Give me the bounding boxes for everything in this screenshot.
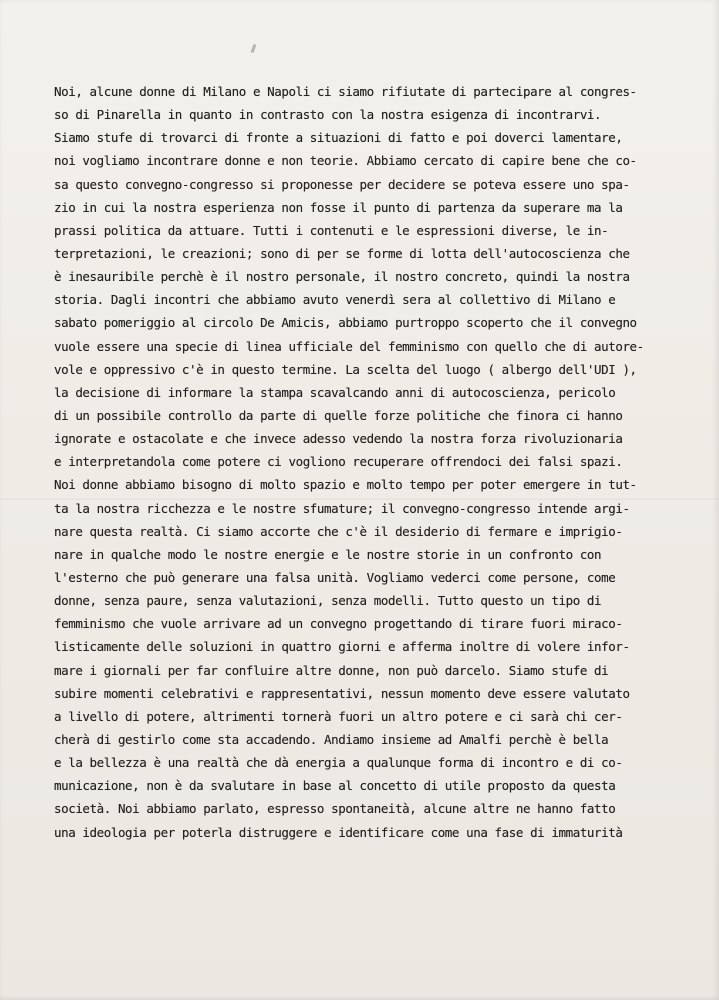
text-line: società. Noi abbiamo parlato, espresso spontaneità, alcune altre ne hanno fatto (54, 801, 616, 817)
text-line: vole e oppressivo c'è in questo termine. La scelta del luogo ( albergo dell'UDI ), (54, 361, 637, 377)
text-line: mare i giornali per far confluire altre donne, non può darcelo. Siamo stufe di (54, 662, 609, 678)
text-line: femminismo che vuole arrivare ad un convegno progettando di tirare fuori miraco- (54, 616, 623, 632)
text-line: listicamente delle soluzioni in quattro giorni e afferma inoltre di volere infor- (54, 639, 630, 655)
text-line: ignorate e ostacolate e che invece adesso vedendo la nostra forza rivoluzionaria (54, 431, 623, 447)
text-line: nare in qualche modo le nostre energie e le nostre storie in un confronto con (54, 546, 602, 562)
text-line: sa questo convegno-congresso si proponesse per decidere se poteva essere uno spa- (54, 176, 630, 192)
text-line: la decisione di informare la stampa scavalcando anni di autocoscienza, pericolo (54, 384, 616, 400)
paper-speck (251, 44, 257, 53)
text-line: Siamo stufe di trovarci di fronte a situazioni di fatto e poi doverci lamentare, (54, 130, 623, 146)
text-line: so di Pinarella in quanto in contrasto con la nostra esigenza di incontrarvi. (54, 107, 602, 123)
text-line: a livello di potere, altrimenti tornerà fuori un altro potere e ci sarà chi cer- (54, 708, 623, 724)
text-line: prassi politica da attuare. Tutti i contenuti e le espressioni diverse, le in- (54, 222, 609, 238)
text-line: una ideologia per poterla distruggere e identificare come una fase di immaturità (54, 824, 623, 840)
text-line: e la bellezza è una realtà che dà energia a qualunque forma di incontro e di co- (54, 755, 623, 771)
text-line: ta la nostra ricchezza e le nostre sfumature; il convegno-congresso intende argi- (54, 500, 630, 516)
text-line: e interpretandola come potere ci vogliono recuperare offrendoci dei falsi spazi. (54, 454, 623, 470)
text-line: donne, senza paure, senza valutazioni, senza modelli. Tutto questo un tipo di (54, 593, 602, 609)
text-line: nare questa realtà. Ci siamo accorte che c'è il desiderio di fermare e imprigio- (54, 523, 623, 539)
document-body (54, 80, 694, 844)
text-line: subire momenti celebrativi e rappresentativi, nessun momento deve essere valutato (54, 685, 630, 701)
text-line: sabato pomeriggio al circolo De Amicis, abbiamo purtroppo scoperto che il convegno (54, 315, 637, 331)
text-line: Noi, alcune donne di Milano e Napoli ci siamo rifiutate di partecipare al congres- (54, 84, 637, 99)
text-line: Noi donne abbiamo bisogno di molto spazio e molto tempo per poter emergere in tut- (54, 477, 637, 493)
text-line: è inesauribile perchè è il nostro personale, il nostro concreto, quindi la nostra (54, 269, 630, 285)
text-line: municazione, non è da svalutare in base al concetto di utile proposto da questa (54, 778, 616, 794)
text-line: vuole essere una specie di linea ufficiale del femminismo con quello che di autore- (54, 338, 644, 354)
text-line: l'esterno che può generare una falsa unità. Vogliamo vederci come persone, come (54, 569, 616, 585)
text-line: terpretazioni, le creazioni; sono di per se forme di lotta dell'autocoscienza che (54, 245, 630, 261)
text-line: noi vogliamo incontrare donne e non teorie. Abbiamo cercato di capire bene che co- (54, 153, 637, 169)
text-line: cherà di gestirlo come sta accadendo. Andiamo insieme ad Amalfi perchè è bella (54, 731, 609, 747)
text-line: zio in cui la nostra esperienza non fosse il punto di partenza da superare ma la (54, 199, 623, 215)
text-line: storia. Dagli incontri che abbiamo avuto venerdì sera al collettivo di Milano e (54, 292, 616, 308)
text-line: di un possibile controllo da parte di quelle forze politiche che finora ci hanno (54, 407, 623, 423)
